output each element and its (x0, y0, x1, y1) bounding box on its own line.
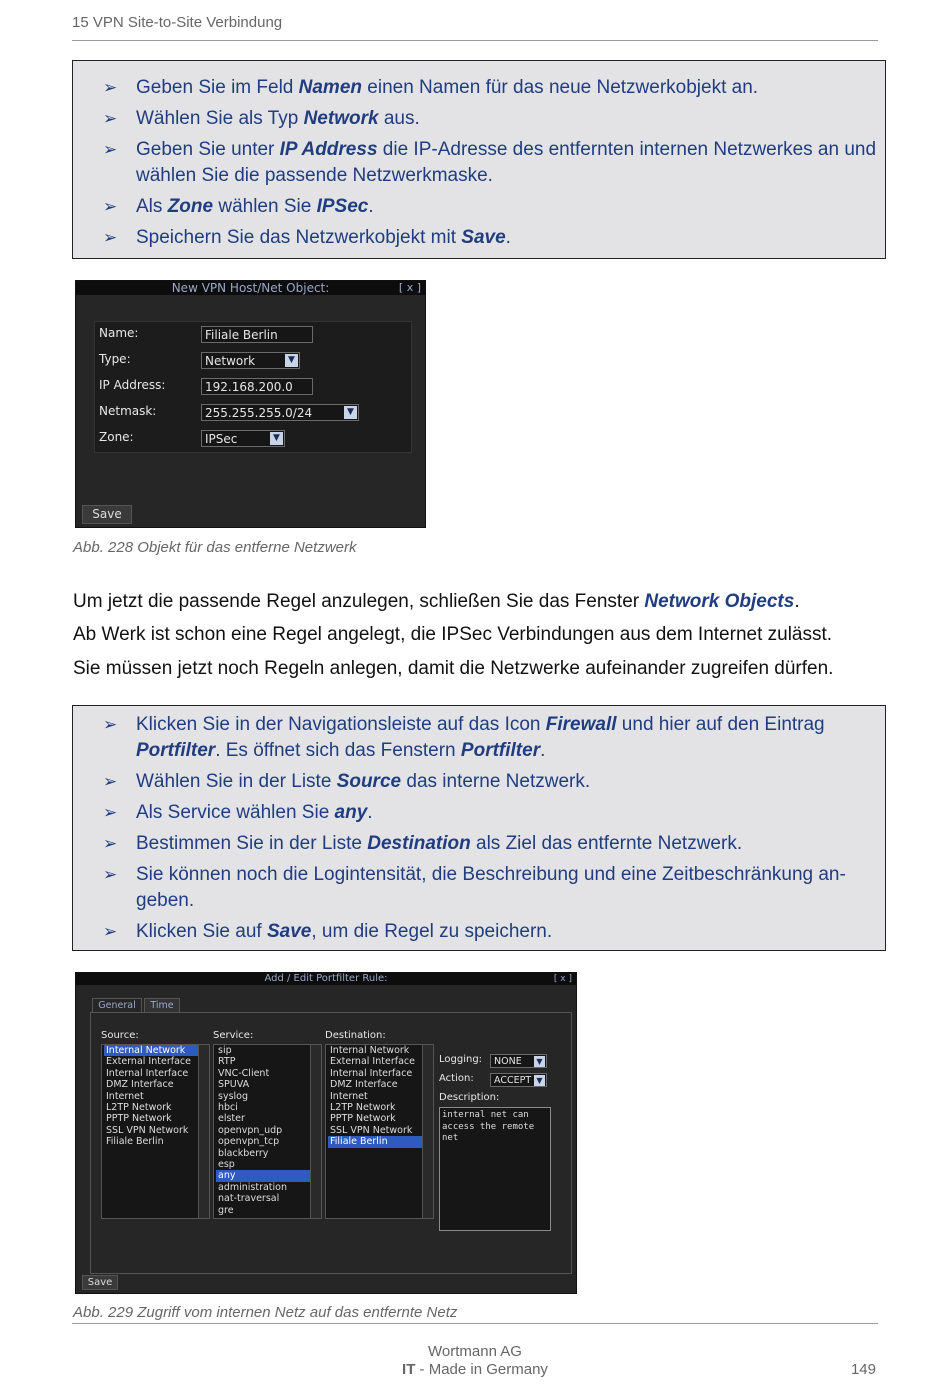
instruction-text: als Ziel das entfernte Netzwerk. (470, 833, 743, 854)
source-list[interactable] (101, 1044, 210, 1219)
instruction-text: Klicken Sie in der Navigationsleiste auf das Icon (136, 714, 546, 735)
arrow-bullet-icon: ➢ (103, 922, 118, 941)
service-label: Service: (213, 1030, 254, 1041)
instruction-text: . (505, 227, 511, 248)
chevron-down-icon[interactable]: ▼ (285, 354, 298, 367)
list-item[interactable]: gre (218, 1204, 234, 1216)
source-label: Source: (101, 1030, 139, 1041)
zone-select[interactable] (201, 430, 285, 447)
list-item[interactable]: SSL VPN Network (330, 1124, 413, 1136)
instruction-item (73, 137, 885, 189)
instruction-text: wählen Sie (213, 196, 317, 217)
general-tab-panel (90, 1012, 572, 1274)
paragraph-1-text: Um jetzt die passende Regel anzulegen, schließen Sie das Fenster (73, 591, 645, 612)
instruction-text: Bestimmen Sie in der Liste (136, 833, 368, 854)
emphasis-term: Firewall (545, 714, 617, 735)
list-item[interactable]: any (216, 1170, 321, 1181)
name-label: Name: (99, 326, 139, 340)
list-item[interactable]: blackberry (218, 1147, 269, 1159)
instruction-text: . Es öffnet sich das Fenstern (215, 740, 461, 761)
footer-company: Wortmann AG (428, 1343, 522, 1360)
list-item[interactable]: Internet (106, 1090, 144, 1102)
instruction-text: . (367, 802, 373, 823)
list-item[interactable]: SSL VPN Network (106, 1124, 189, 1136)
scrollbar[interactable] (310, 1045, 321, 1218)
dialog-title: New VPN Host/Net Object: (76, 281, 425, 295)
list-item[interactable]: openvpn_udp (218, 1124, 283, 1136)
close-button[interactable]: [ x ] (553, 974, 572, 984)
list-item[interactable]: syslog (218, 1090, 249, 1102)
save-button[interactable]: Save (82, 1275, 118, 1290)
scrollbar[interactable] (198, 1045, 209, 1218)
footer-it: IT (402, 1361, 416, 1378)
instruction-item (73, 106, 885, 132)
header-divider (72, 40, 878, 41)
instruction-item (73, 712, 885, 764)
list-item[interactable]: openvpn_tcp (218, 1136, 280, 1148)
footer-made-in: - Made in Germany (415, 1361, 548, 1378)
chevron-down-icon[interactable]: ▼ (534, 1075, 545, 1086)
emphasis-term: Zone (167, 196, 214, 217)
instruction-text: Geben Sie im Feld (136, 77, 299, 98)
emphasis-term: Portfilter (460, 740, 541, 761)
zone-label: Zone: (99, 430, 134, 444)
instruction-box-2 (72, 705, 886, 951)
instruction-item (73, 862, 885, 914)
list-item[interactable]: VNC-Client (218, 1067, 270, 1079)
arrow-bullet-icon: ➢ (103, 865, 118, 884)
instruction-text: , um die Regel zu speichern. (311, 921, 553, 942)
instruction-list-1 (73, 75, 885, 251)
figure-caption-228: Abb. 228 Objekt für das entferne Netzwerk (73, 539, 357, 556)
instruction-text: aus. (378, 108, 420, 129)
save-button[interactable]: Save (82, 505, 132, 524)
portfilter-rule-dialog (75, 972, 577, 1294)
emphasis-term: Save (461, 227, 506, 248)
ip-address-field[interactable]: 192.168.200.0 (201, 378, 313, 395)
tab-time[interactable]: Time (144, 998, 180, 1013)
list-item[interactable]: administration (218, 1181, 288, 1193)
paragraph-1 (73, 591, 800, 613)
netmask-label: Netmask: (99, 404, 157, 418)
action-label: Action: (439, 1073, 474, 1084)
instruction-text: Als Service wählen Sie (136, 802, 335, 823)
list-item[interactable]: sip (218, 1045, 232, 1056)
paragraph-1-emphasis: Network Objects (644, 591, 795, 612)
list-item[interactable]: External Interface (330, 1056, 415, 1068)
close-button[interactable]: [ x ] (398, 281, 421, 294)
list-item[interactable]: hbci (218, 1102, 238, 1114)
instruction-item (73, 769, 885, 795)
instruction-item (73, 194, 885, 220)
arrow-bullet-icon: ➢ (103, 140, 118, 159)
instruction-text: . (368, 196, 374, 217)
instruction-text: Klicken Sie auf (136, 921, 267, 942)
emphasis-term: any (334, 802, 368, 823)
arrow-bullet-icon: ➢ (103, 834, 118, 853)
zone-value: IPSec (205, 432, 238, 446)
tab-general[interactable]: General (92, 998, 142, 1013)
instruction-text: einen Namen für das neue Netzwerkobjekt an. (362, 77, 759, 98)
page-header: 15 VPN Site-to-Site Verbindung (72, 14, 283, 31)
arrow-bullet-icon: ➢ (103, 197, 118, 216)
list-item[interactable]: External Interface (106, 1056, 191, 1068)
instruction-text: und hier auf den Eintrag (616, 714, 825, 735)
arrow-bullet-icon: ➢ (103, 228, 118, 247)
emphasis-term: Portfilter (136, 740, 216, 761)
emphasis-term: Source (336, 771, 402, 792)
figure-caption-229: Abb. 229 Zugriff vom internen Netz auf das entfernte Netz (73, 1304, 458, 1321)
dialog-title: Add / Edit Portfilter Rule: (76, 973, 576, 985)
arrow-bullet-icon: ➢ (103, 715, 118, 734)
instruction-text: Wählen Sie als Typ (136, 108, 304, 129)
list-item[interactable]: L2TP Network (330, 1102, 396, 1114)
instruction-item (73, 831, 885, 857)
instruction-text: Geben Sie unter (136, 139, 280, 160)
description-label: Description: (439, 1092, 500, 1103)
list-item[interactable]: Internal Interface (106, 1067, 189, 1079)
instruction-text: Wählen Sie in der Liste (136, 771, 337, 792)
list-item[interactable]: Internet (330, 1090, 368, 1102)
list-item[interactable]: RTP (218, 1056, 236, 1068)
instruction-text: das interne Netzwerk. (401, 771, 591, 792)
instruction-box-1 (72, 60, 886, 259)
paragraph-1-end: . (794, 591, 800, 612)
vpn-object-dialog (75, 280, 426, 528)
netmask-select[interactable] (201, 404, 359, 421)
emphasis-term: IPSec (316, 196, 369, 217)
chevron-down-icon[interactable]: ▼ (270, 432, 283, 445)
instruction-item (73, 919, 885, 945)
instruction-list-2 (73, 712, 885, 945)
arrow-bullet-icon: ➢ (103, 109, 118, 128)
type-value: Network (205, 354, 256, 368)
instruction-item (73, 75, 885, 101)
logging-label: Logging: (439, 1054, 483, 1065)
instruction-text: die IP-Adresse des entfernten internen Netzwerkes an und wählen Sie die passende Netzwerkmaske. (136, 139, 877, 186)
emphasis-term: Network (303, 108, 379, 129)
list-item[interactable]: esp (218, 1159, 235, 1171)
list-item[interactable]: SPUVA (218, 1079, 250, 1091)
action-select[interactable] (490, 1073, 547, 1087)
list-item[interactable]: elster (218, 1113, 245, 1125)
list-item[interactable]: DMZ Interface (330, 1079, 398, 1091)
footer-tagline (0, 1361, 950, 1378)
destination-list[interactable] (325, 1044, 434, 1219)
emphasis-term: IP Address (279, 139, 378, 160)
instruction-item (73, 800, 885, 826)
instruction-text: Sie können noch die Logintensität, die Beschreibung und eine Zeitbeschränkung an-geben. (136, 864, 846, 911)
netmask-value: 255.255.255.0/24 (205, 406, 313, 420)
list-item[interactable]: Filiale Berlin (328, 1136, 433, 1147)
instruction-text: . (540, 740, 546, 761)
list-item[interactable]: DMZ Interface (106, 1079, 174, 1091)
scrollbar[interactable] (422, 1045, 433, 1218)
footer-divider (72, 1323, 878, 1324)
logging-select[interactable] (490, 1054, 547, 1068)
instruction-item (73, 225, 885, 251)
instruction-text: Als (136, 196, 168, 217)
instruction-text: Speichern Sie das Netzwerkobjekt mit (136, 227, 462, 248)
paragraph-2: Ab Werk ist schon eine Regel angelegt, die IPSec Verbindungen aus dem Internet zulässt. (73, 624, 833, 645)
destination-label: Destination: (325, 1030, 386, 1041)
list-item[interactable]: Internal Network (104, 1045, 209, 1056)
arrow-bullet-icon: ➢ (103, 78, 118, 97)
type-select[interactable] (201, 352, 300, 369)
action-value: ACCEPT (494, 1075, 532, 1086)
list-item[interactable]: L2TP Network (106, 1102, 172, 1114)
service-list[interactable] (213, 1044, 322, 1219)
chevron-down-icon[interactable]: ▼ (534, 1056, 545, 1067)
logging-value: NONE (494, 1056, 522, 1067)
list-item[interactable]: PPTP Network (330, 1113, 396, 1125)
list-item[interactable]: PPTP Network (106, 1113, 172, 1125)
arrow-bullet-icon: ➢ (103, 803, 118, 822)
form-panel (94, 321, 412, 453)
arrow-bullet-icon: ➢ (103, 772, 118, 791)
chevron-down-icon[interactable]: ▼ (344, 406, 357, 419)
emphasis-term: Save (266, 921, 312, 942)
emphasis-term: Namen (298, 77, 362, 98)
list-item[interactable]: nat-traversal (218, 1193, 280, 1205)
description-textarea[interactable]: internal net can access the remote net (439, 1107, 551, 1231)
list-item[interactable]: Internal Network (330, 1045, 410, 1056)
ip-address-label: IP Address: (99, 378, 166, 392)
page-number: 149 (850, 1361, 876, 1378)
name-field[interactable]: Filiale Berlin (201, 326, 313, 343)
emphasis-term: Destination (367, 833, 471, 854)
paragraph-3: Sie müssen jetzt noch Regeln anlegen, damit die Netzwerke aufeinander zugreifen dürfen. (73, 658, 834, 679)
list-item[interactable]: Internal Interface (330, 1067, 413, 1079)
type-label: Type: (99, 352, 131, 366)
list-item[interactable]: Filiale Berlin (106, 1136, 164, 1148)
